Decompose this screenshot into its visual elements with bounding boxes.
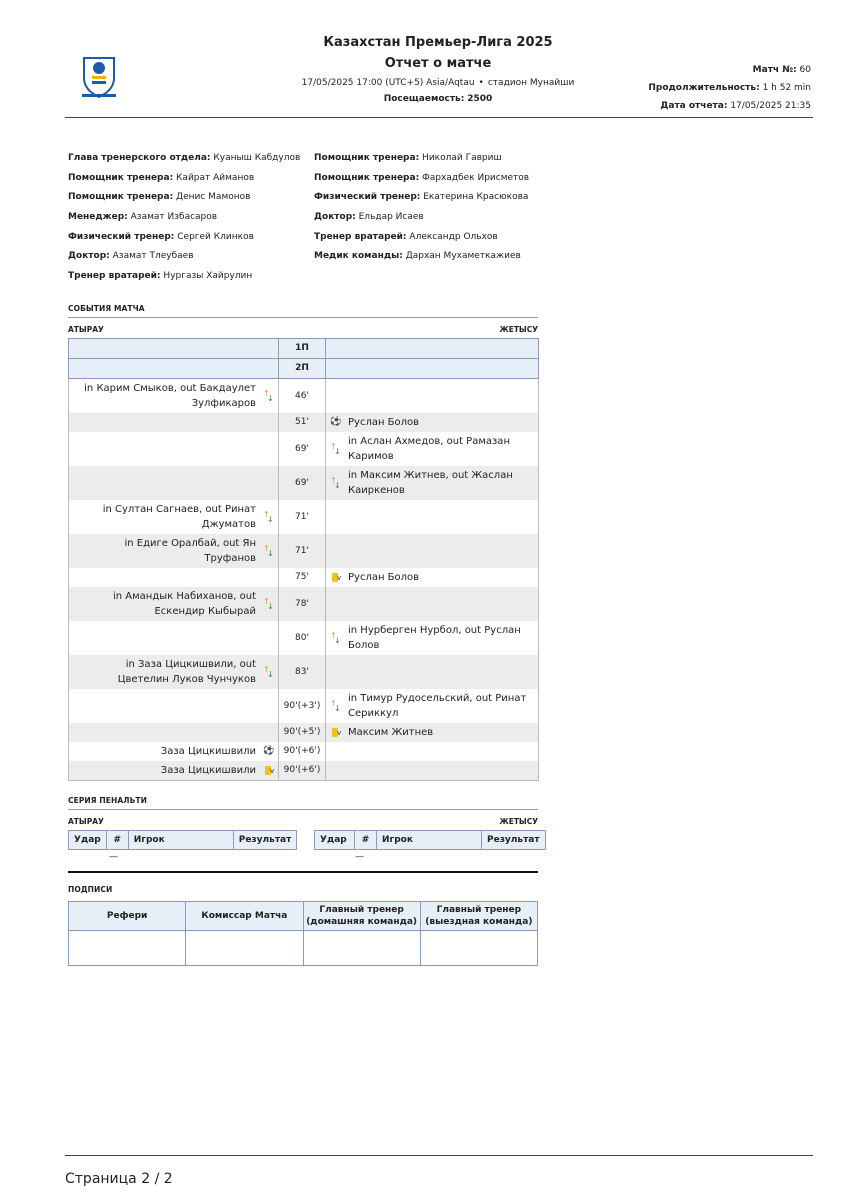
event-minute: 80': [279, 621, 326, 655]
event-minute: 46': [279, 379, 326, 414]
event-row: [69, 500, 539, 534]
report-date-value: 17/05/2025 21:35: [730, 101, 811, 111]
substitution-icon: ↑ ↓: [263, 664, 274, 679]
signature-home-coach-header: Главный тренер (домашняя команда): [303, 902, 420, 931]
signature-referee-field[interactable]: [69, 931, 186, 966]
match-meta: [238, 77, 638, 90]
col-number: #: [106, 831, 128, 850]
attendance: [238, 93, 638, 106]
meta-separator: •: [478, 78, 484, 88]
penalties-home-team: АТЫРАУ: [68, 817, 104, 826]
staff-role: Менеджер:: [68, 212, 128, 223]
event-minute: 90'(+6'): [279, 761, 326, 781]
event-home-cell: [69, 466, 279, 500]
half-label-1: 1П: [279, 339, 326, 359]
penalties-bottom-rule: [68, 871, 538, 873]
match-number-value: 60: [799, 65, 811, 75]
event-text: in Нурберген Нурбол, out Руслан Болов: [348, 625, 521, 651]
staff-role: Доктор:: [68, 251, 110, 262]
half-cell-left: [69, 359, 279, 379]
staff-row: [314, 188, 529, 208]
event-text: Руслан Болов: [348, 417, 420, 428]
event-minute: 78': [279, 587, 326, 621]
staff-role: Доктор:: [314, 212, 356, 223]
staff-list-away: [314, 149, 529, 267]
goal-icon: ⚽: [263, 746, 275, 756]
staff-role: Помощник тренера:: [314, 172, 420, 183]
staff-name: Сергей Клинков: [177, 231, 254, 242]
event-row: [69, 761, 539, 781]
match-datetime: 17/05/2025 17:00 (UTC+5) Asia/Aqtau: [301, 78, 475, 88]
report-date: [648, 97, 811, 115]
penalties-section-rule: [68, 809, 538, 810]
signature-referee-header: Рефери: [69, 902, 186, 931]
event-text: in Аслан Ахмедов, out Рамазан Каримов: [348, 436, 510, 462]
event-minute: 90'(+3'): [279, 689, 326, 723]
col-number: #: [355, 831, 377, 850]
attendance-value: 2500: [467, 94, 493, 104]
event-row: [69, 568, 539, 587]
event-row: [69, 466, 539, 500]
staff-row: [68, 188, 300, 208]
event-home-cell: [69, 413, 279, 432]
event-row: [69, 723, 539, 742]
event-text: Максим Житнев: [348, 727, 434, 738]
staff-row: [68, 169, 300, 189]
events-away-team: ЖЕТЫСУ: [499, 325, 538, 334]
goal-icon: ⚽: [330, 417, 342, 427]
col-player: Игрок: [377, 831, 482, 850]
event-away-cell: [326, 587, 539, 621]
substitution-icon: ↑ ↓: [263, 543, 274, 558]
report-header: [238, 34, 638, 106]
staff-role: Глава тренерского отдела:: [68, 153, 211, 163]
event-home-cell: [69, 655, 279, 689]
event-away-cell: [326, 742, 539, 761]
event-minute: 71': [279, 500, 326, 534]
staff-role: Помощник тренера:: [314, 153, 420, 163]
staff-name: Денис Мамонов: [176, 192, 251, 203]
event-minute: 75': [279, 568, 326, 587]
staff-row: [314, 247, 529, 267]
substitution-icon: ↑ ↓: [330, 698, 341, 713]
signatures-table: [68, 901, 538, 966]
event-text: in Едиге Оралбай, out Ян Труфанов: [124, 538, 256, 564]
events-table: [68, 338, 539, 781]
staff-list-home: [68, 149, 300, 287]
event-away-cell: [326, 379, 539, 414]
event-row: [69, 742, 539, 761]
event-text: in Карим Смыков, out Бакдаулет Зулфикаров: [84, 383, 256, 409]
staff-role: Физический тренер:: [68, 231, 175, 242]
event-home-cell: [69, 742, 279, 761]
event-text: in Султан Сагнаев, out Ринат Джуматов: [102, 504, 256, 530]
event-home-cell: [69, 568, 279, 587]
staff-name: Александр Ольхов: [409, 231, 498, 242]
event-minute: 90'(+5'): [279, 723, 326, 742]
yellow-card-icon: [332, 728, 338, 737]
staff-row: [314, 228, 529, 248]
signatures-section-title: ПОДПИСИ: [68, 885, 113, 894]
report-date-label: Дата отчета:: [660, 101, 728, 111]
penalties-away-empty: —: [355, 852, 364, 862]
yellow-card-icon: [265, 766, 271, 775]
event-text: Заза Цицкишвили: [160, 765, 256, 776]
event-away-cell: [326, 466, 539, 500]
report-title: Отчет о матче: [384, 56, 492, 71]
event-text: Заза Цицкишвили: [160, 746, 256, 757]
duration-value: 1 h 52 min: [762, 83, 811, 93]
page-number: Страница 2 / 2: [65, 1171, 173, 1187]
staff-name: Куаныш Кабдулов: [213, 153, 301, 163]
staff-name: Николай Гавриш: [422, 153, 502, 163]
staff-role: Помощник тренера:: [68, 172, 174, 183]
substitution-icon: ↑ ↓: [330, 441, 341, 456]
staff-name: Дархан Мухаметкажиев: [405, 251, 521, 262]
col-kick: Удар: [69, 831, 107, 850]
match-number: [648, 61, 811, 79]
signature-commissioner-header: Комиссар Матча: [186, 902, 303, 931]
event-away-cell: [326, 432, 539, 466]
staff-name: Азамат Тлеубаев: [112, 251, 194, 262]
event-text: in Максим Житнев, out Жаслан Каиркенов: [348, 470, 513, 496]
staff-row: [68, 228, 300, 248]
staff-name: Екатерина Красюкова: [423, 192, 529, 203]
event-away-cell: [326, 500, 539, 534]
event-away-cell: [326, 534, 539, 568]
col-player: Игрок: [128, 831, 233, 850]
match-number-label: Матч №:: [752, 65, 797, 75]
half-label-2: 2П: [279, 359, 326, 379]
event-home-cell: [69, 723, 279, 742]
penalties-home-empty: —: [109, 852, 118, 862]
half-cell-right: [326, 339, 539, 359]
event-away-cell: [326, 689, 539, 723]
event-row: [69, 655, 539, 689]
staff-role: Медик команды:: [314, 251, 403, 262]
header-divider: [65, 117, 813, 118]
league-logo: [80, 54, 118, 100]
half-cell-left: [69, 339, 279, 359]
substitution-icon: ↑ ↓: [330, 475, 341, 490]
yellow-card-icon: [332, 573, 338, 582]
event-home-cell: [69, 621, 279, 655]
staff-name: Ельдар Исаев: [358, 212, 424, 223]
penalties-away-team: ЖЕТЫСУ: [499, 817, 538, 826]
event-row: [69, 413, 539, 432]
staff-row: [68, 267, 300, 287]
staff-role: Тренер вратарей:: [314, 231, 407, 242]
penalties-section-title: СЕРИЯ ПЕНАЛЬТИ: [68, 796, 148, 805]
signature-away-coach-header: Главный тренер (выездная команда): [420, 902, 537, 931]
staff-name: Кайрат Айманов: [176, 172, 255, 183]
signature-home-coach-field[interactable]: [303, 931, 420, 966]
staff-row: [68, 247, 300, 267]
staff-role: Физический тренер:: [314, 192, 421, 203]
staff-role: Помощник тренера:: [68, 192, 174, 203]
event-home-cell: [69, 500, 279, 534]
staff-name: Нургазы Хайрулин: [163, 271, 253, 282]
signature-away-coach-field[interactable]: [420, 931, 537, 966]
event-text: in Амандык Набиханов, out Ескендир Кыбырай: [112, 591, 256, 617]
event-home-cell: [69, 534, 279, 568]
event-home-cell: [69, 689, 279, 723]
staff-row: [68, 208, 300, 228]
half-cell-right: [326, 359, 539, 379]
event-row: [69, 587, 539, 621]
substitution-icon: ↑ ↓: [263, 509, 274, 524]
staff-row: [68, 149, 300, 169]
event-away-cell: [326, 761, 539, 781]
event-text: in Тимур Рудосельский, out Ринат Сериккул: [348, 693, 527, 719]
event-away-cell: [326, 723, 539, 742]
half-row-2: [69, 359, 539, 379]
event-away-cell: [326, 568, 539, 587]
staff-name: Фархадбек Ирисметов: [422, 172, 530, 183]
event-row: [69, 689, 539, 723]
signature-commissioner-field[interactable]: [186, 931, 303, 966]
event-home-cell: [69, 761, 279, 781]
penalties-table-home: [68, 830, 297, 850]
staff-row: [314, 208, 529, 228]
event-away-cell: [326, 413, 539, 432]
col-kick: Удар: [315, 831, 355, 850]
event-home-cell: [69, 379, 279, 414]
event-away-cell: [326, 655, 539, 689]
event-text: in Заза Цицкишвили, out Цветелин Луков Чунчуков: [117, 659, 256, 685]
penalties-table-away: [314, 830, 546, 850]
duration-label: Продолжительность:: [648, 83, 760, 93]
event-away-cell: [326, 621, 539, 655]
event-minute: 51': [279, 413, 326, 432]
staff-row: [314, 149, 529, 169]
footer-divider: [65, 1155, 813, 1156]
events-home-team: АТЫРАУ: [68, 325, 104, 334]
match-info: [648, 61, 811, 115]
event-row: [69, 379, 539, 414]
league-title: Казахстан Премьер-Лига 2025: [323, 35, 553, 50]
event-home-cell: [69, 432, 279, 466]
staff-name: Азамат Избасаров: [130, 212, 218, 223]
event-row: [69, 432, 539, 466]
attendance-label: Посещаемость:: [383, 94, 465, 104]
events-section-title: СОБЫТИЯ МАТЧА: [68, 304, 145, 313]
half-row-1: [69, 339, 539, 359]
event-minute: 69': [279, 466, 326, 500]
events-section-rule: [68, 317, 538, 318]
match-duration: [648, 79, 811, 97]
event-row: [69, 534, 539, 568]
col-result: Результат: [482, 831, 546, 850]
staff-row: [314, 169, 529, 189]
substitution-icon: ↑ ↓: [263, 388, 274, 403]
event-minute: 83': [279, 655, 326, 689]
substitution-icon: ↑ ↓: [330, 630, 341, 645]
event-row: [69, 621, 539, 655]
event-minute: 71': [279, 534, 326, 568]
staff-role: Тренер вратарей:: [68, 271, 161, 282]
event-minute: 90'(+6'): [279, 742, 326, 761]
match-venue: стадион Мунайши: [487, 78, 575, 88]
col-result: Результат: [233, 831, 297, 850]
event-home-cell: [69, 587, 279, 621]
event-minute: 69': [279, 432, 326, 466]
event-text: Руслан Болов: [348, 572, 420, 583]
substitution-icon: ↑ ↓: [263, 596, 274, 611]
